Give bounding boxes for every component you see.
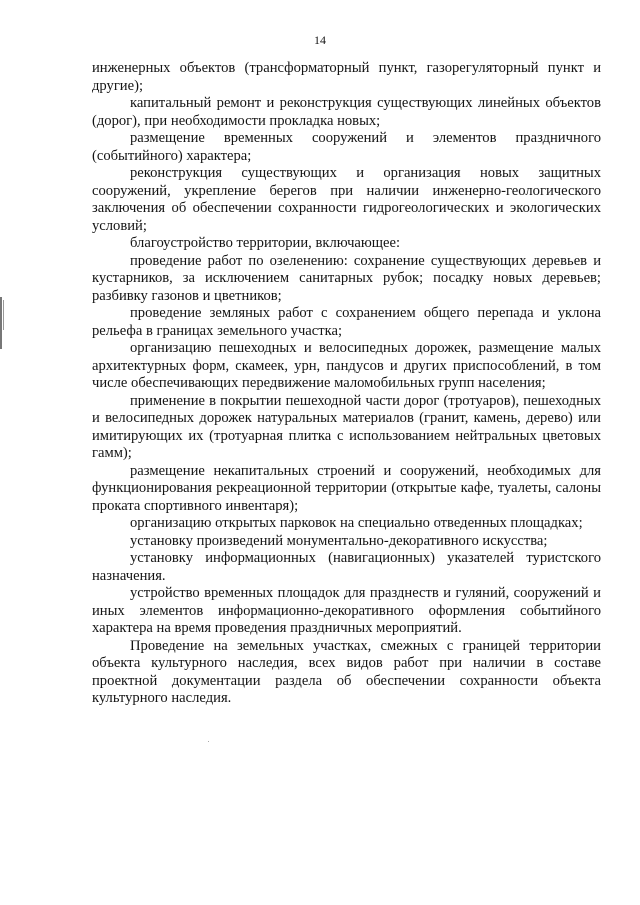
paragraph: проведение земляных работ с сохранением общего перепада и уклона рельефа в границах земельного участка; xyxy=(92,305,601,339)
paragraph: реконструкция существующих и организация новых защитных сооружений, укрепление берегов при наличии инженерно-геологического заключения об обеспечении сохранности гидрогеологических и экологических условий; xyxy=(92,165,601,234)
paragraph: размещение временных сооружений и элементов праздничного (событийного) характера; xyxy=(92,130,601,164)
paragraph: организацию пешеходных и велосипедных дорожек, размещение малых архитектурных форм, скамеек, урн, пандусов и других приспособлений, в том числе обеспечивающих передвижение маломобильных групп населения; xyxy=(92,340,601,391)
paragraph: организацию открытых парковок на специально отведенных площадках; xyxy=(130,515,583,531)
binder-edge-mark xyxy=(0,297,2,349)
paragraph: размещение некапитальных строений и сооружений, необходимых для функционирования рекреационной территории (открытые кафе, туалеты, салоны проката спортивного инвентаря); xyxy=(92,462,601,514)
paragraph: капитальный ремонт и реконструкция существующих линейных объектов (дорог), при необходимости прокладка новых; xyxy=(92,95,601,129)
paragraph: Проведение на земельных участках, смежных с границей территории объекта культурного наследия, всех видов работ при наличии в составе проектной документации раздела об обеспечении сохранности объекта культурного наследия. xyxy=(92,637,601,706)
paragraph: проведение работ по озеленению: сохранение существующих деревьев и кустарников, за исключением санитарных рубок; посадку новых деревьев; разбивку газонов и цветников; xyxy=(92,252,601,304)
document-body xyxy=(92,60,601,708)
paragraph: установку информационных (навигационных) указателей туристского назначения. xyxy=(92,550,601,584)
paragraph: инженерных объектов (трансформаторный пункт, газорегуляторный пункт и другие); xyxy=(92,60,601,94)
paragraph: применение в покрытии пешеходной части дорог (тротуаров), пешеходных и велосипедных дорожек натуральных материалов (гранит, камень, дерево) или имитирующих их (тротуарная плитка с использованием нейтральных цветовых гамм); xyxy=(92,392,601,461)
paragraph: устройство временных площадок для празднеств и гуляний, сооружений и иных элементов информационно-декоративного оформления событийного характера на время проведения праздничных мероприятий. xyxy=(92,585,601,636)
binder-edge-mark xyxy=(3,300,4,330)
paragraph: благоустройство территории, включающее: xyxy=(130,235,401,251)
page-number: 14 xyxy=(314,33,326,47)
paragraph: установку произведений монументально-декоративного искусства; xyxy=(130,532,548,549)
scan-speck xyxy=(208,741,209,742)
